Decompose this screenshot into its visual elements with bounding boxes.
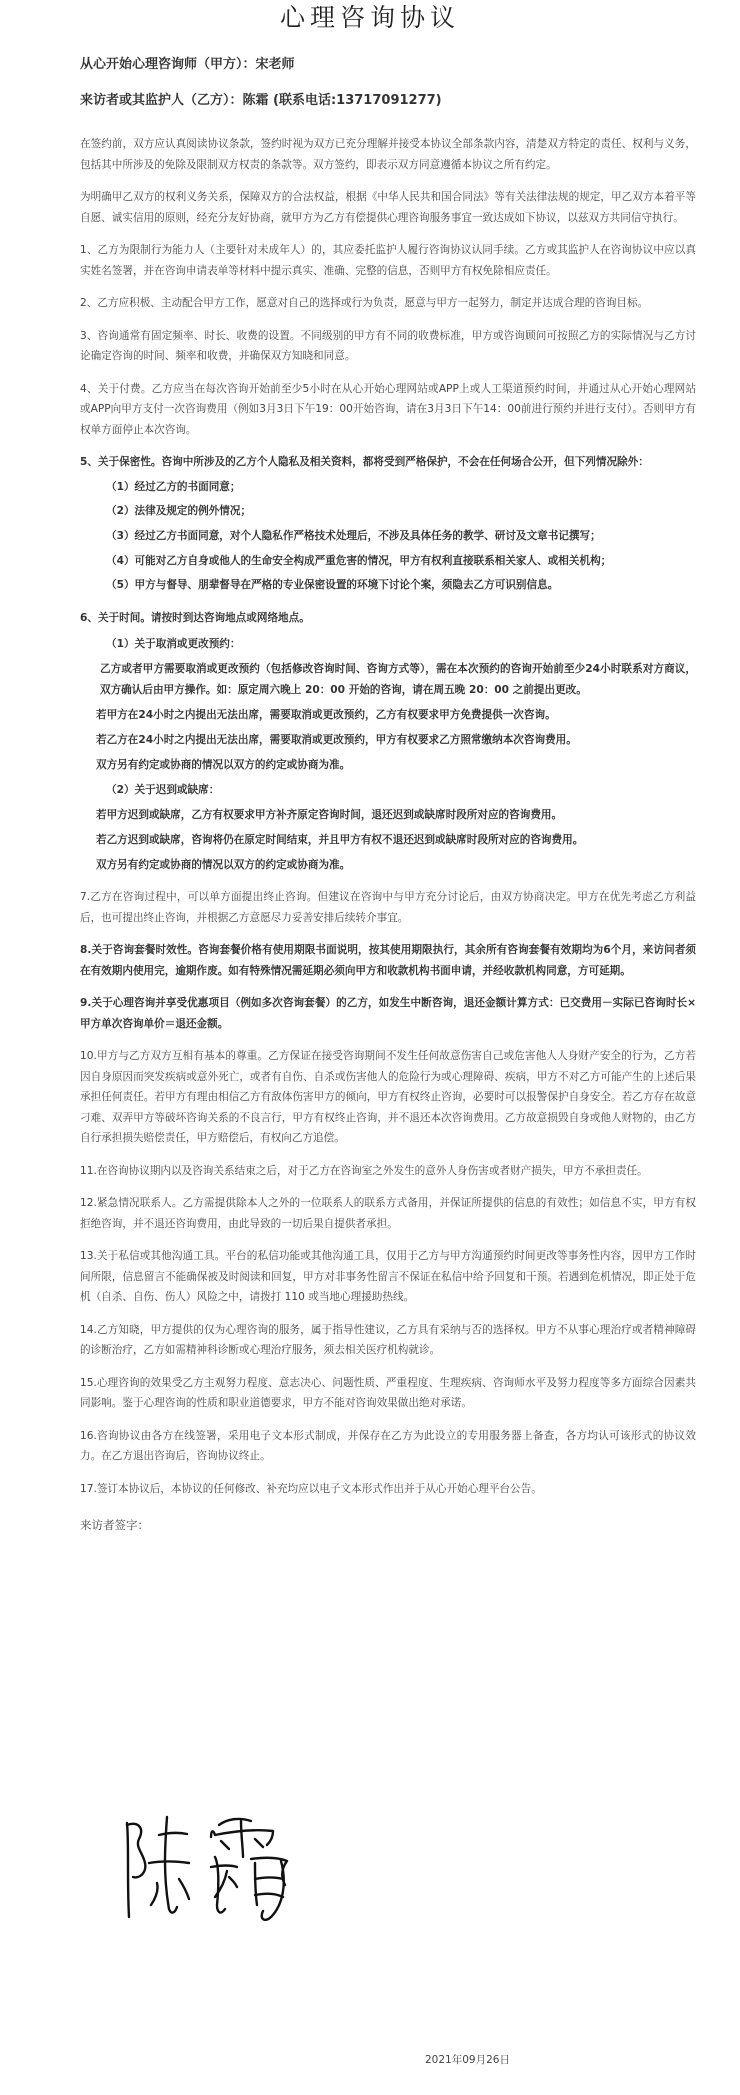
clause-14: 14.乙方知晓，甲方提供的仅为心理咨询的服务，属于指导性建议，乙方具有采纳与否的选择权。甲方不从事心理治疗或者精神障碍的诊断治疗，乙方如需精神科诊断或心理治疗服务，须去相关医疗机构就诊。	[80, 1323, 696, 1357]
list-item: （5）甲方与督导、朋辈督导在严格的专业保密设置的环境下讨论个案，须隐去乙方可识别信息。	[106, 579, 559, 592]
clause-13: 13.关于私信或其他沟通工具。平台的私信功能或其他沟通工具，仅用于乙方与甲方沟通预约时间更改等事务性内容，因甲方工作时间所限，信息留言不能确保被及时阅读和回复，甲方对非事务性留言不保证在私信中给予回复和干预。若遇到危机情况，即正处于危机（自杀、自伤、伤人）风险之中，请拨打 110 或当地心理援助热线。	[80, 1250, 696, 1304]
clause-4: 4、关于付费。乙方应当在每次咨询开始前至少5小时在从心开始心理网站或APP上或人工渠道预约时间，并通过从心开始心理网站或APP向甲方支付一次咨询费用（例如3月3日下午19：00开始咨询，请在3月3日下午14：00前进行预约并进行支付）。否则甲方有权单方面停止本次咨询。	[80, 382, 696, 436]
clause-5	[80, 452, 696, 596]
clause-3: 3、咨询通常有固定频率、时长、收费的设置。不同级别的甲方有不同的收费标准，甲方或咨询顾问可按照乙方的实际情况与乙方讨论确定咨询的时间、频率和收费，并确保双方知晓和同意。	[80, 329, 696, 362]
clause-5-head: 5、关于保密性。咨询中所涉及的乙方个人隐私及相关资料，都将受到严格保护，不会在任何场合公开，但下列情况除外：	[80, 456, 649, 468]
clause-6-line: 双方另有约定或协商的情况以双方的约定或协商为准。	[96, 858, 351, 871]
list-item: （2）法律及规定的例外情况；	[106, 505, 252, 518]
clause-6-line: 双方另有约定或协商的情况以双方的约定或协商为准。	[96, 758, 351, 771]
clause-17: 17.签订本协议后，本协议的任何修改、补充均应以电子文本形式作出并于从心开始心理平台公告。	[80, 1482, 542, 1495]
clause-16: 16.咨询协议由各方在线签署，采用电子文本形式制成，并保存在乙方为此设立的专用服务器上备查，各方均认可该形式的协议效力。在乙方退出咨询后，咨询协议终止。	[80, 1429, 696, 1463]
clause-12: 12.紧急情况联系人。乙方需提供除本人之外的一位联系人的联系方式备用，并保证所提供的信息的有效性；如信息不实，甲方有权拒绝咨询，并不退还咨询费用，由此导致的一切后果自提供者承担。	[80, 1197, 696, 1230]
clause-5-list	[80, 477, 696, 596]
intro-paragraph: 为明确甲乙双方的权利义务关系，保障双方的合法权益，根据《中华人民共和国合同法》等有关法律法规的规定，甲乙双方本着平等自愿、诚实信用的原则，经充分友好协商，就甲方为乙方有偿提供心理咨询服务事宜一致达成如下协议，以兹双方共同信守执行。	[80, 191, 696, 224]
handwritten-signature	[115, 1805, 355, 1925]
clause-6-line: 若甲方在24小时之内提出无法出席，需要取消或更改预约，乙方有权要求甲方免费提供一次咨询。	[96, 708, 556, 721]
clause-9: 9.关于心理咨询并享受优惠项目（例如多次咨询套餐）的乙方，如发生中断咨询，退还金额计算方式：已交费用－实际已咨询时长×甲方单次咨询单价＝退还金额。	[80, 997, 696, 1030]
agreement-body	[80, 134, 696, 1499]
list-item: （4）可能对乙方自身或他人的生命安全构成严重危害的情况，甲方有权利直接联系相关家人、或相关机构；	[106, 554, 612, 567]
list-item: （3）经过乙方书面同意，对个人隐私作严格技术处理后，不涉及具体任务的教学、研讨及文章书记撰写；	[106, 529, 601, 542]
clause-10: 10.甲方与乙方双方互相有基本的尊重。乙方保证在接受咨询期间不发生任何故意伤害自己或危害他人人身财产安全的行为，乙方若因自身原因而突发疾病或意外死亡，或者有自伤、自杀或伤害他人的危险行为或心理障碍、疾病，甲方不对乙方可能产生的上述后果承担任何责任。若甲方有理由相信乙方有敌体伤害甲方的倾向，甲方有权终止咨询，必要时可以报警保护自身安全。若乙方存在故意刁难、双弄甲方等破坏咨询关系的不良言行，甲方有权终止咨询，并不退还本次咨询费用。乙方故意损毁自身或他人财物的，由乙方自行承担损失赔偿责任，甲方赔偿后，有权向乙方追偿。	[80, 1050, 696, 1145]
party-a: 从心开始心理咨询师（甲方）：宋老师	[80, 57, 295, 72]
clause-7: 7.乙方在咨询过程中，可以单方面提出终止咨询。但建议在咨询中与甲方充分讨论后，由双方协商决定。甲方在优先考虑乙方利益后，也可提出终止咨询，并根据乙方意愿尽力妥善安排后续转介事宜。	[80, 891, 696, 924]
list-item: （1）经过乙方的书面同意；	[106, 480, 241, 493]
party-b: 来访者或其监护人（乙方）：陈霜 (联系电话:13717091277)	[80, 93, 442, 108]
clause-6	[80, 608, 696, 876]
page-title: 心理咨询协议	[279, 3, 460, 32]
clause-11: 11.在咨询协议期内以及咨询关系结束之后，对于乙方在咨询室之外发生的意外人身伤害或者财产损失，甲方不承担责任。	[80, 1164, 648, 1177]
clause-6-line: 若甲方迟到或缺席，乙方有权要求甲方补齐原定咨询时间，退还迟到或缺席时段所对应的咨询费用。	[96, 808, 563, 821]
clause-8: 8.关于咨询套餐时效性。咨询套餐价格有使用期限书面说明，按其使用期限执行，其余所有咨询套餐有效期均为6个月，来访问者须在有效期内使用完，逾期作废。如有特殊情况需延期必须向甲方和收款机构书面申请，并经收款机构同意，方可延期。	[80, 944, 696, 977]
clause-6-line: 若乙方迟到或缺席，咨询将仍在原定时间结束，并且甲方有权不退还迟到或缺席时段所对应的咨询费用。	[96, 833, 584, 846]
intro-paragraph: 在签约前，双方应认真阅读协议条款，签约时视为双方已充分理解并接受本协议全部条款内容，清楚双方特定的责任、权利与义务，包括其中所涉及的免除及限制双方权责的条款等。双方签约，即表示双方同意遵循本协议之所有约定。	[80, 138, 696, 171]
clause-6-head: 6、关于时间。请按时到达咨询地点或网络地点。	[80, 611, 310, 624]
clause-15: 15.心理咨询的效果受乙方主观努力程度、意志决心、问题性质、严重程度、生理疾病、咨询师水平及努力程度等多方面综合因素共同影响。鉴于心理咨询的性质和职业道德要求，甲方不能对咨询效果做出绝对承诺。	[80, 1376, 696, 1410]
signing-date: 2021年09月26日	[425, 2054, 510, 2066]
clause-6-sub1-title: （1）关于取消或更改预约：	[106, 638, 241, 651]
clause-6-line: 乙方或者甲方需要取消或更改预约（包括修改咨询时间、咨询方式等），需在本次预约的咨询开始前至少24小时联系对方商议，双方确认后由甲方操作。如：原定周六晚上 20：00 开始的咨询，请在周五晚 20：00 之前提出更改。	[100, 663, 696, 696]
clause-6-line: 若乙方在24小时之内提出无法出席，需要取消或更改预约，甲方有权要求乙方照常缴纳本次咨询费用。	[96, 733, 577, 746]
signature-label: 来访者签字：	[80, 1518, 149, 1533]
clause-1: 1、乙方为限制行为能力人（主要针对未成年人）的，其应委托监护人履行咨询协议认同手续。乙方或其监护人在咨询协议中应以真实姓名签署，并在咨询申请表单等材料中提示真实、准确、完整的信息，否则甲方有权免除相应责任。	[80, 244, 696, 277]
clause-6-sub2-title: （2）关于迟到或缺席：	[106, 783, 220, 796]
clause-2: 2、乙方应积极、主动配合甲方工作，愿意对自己的选择或行为负责，愿意与甲方一起努力，制定并达成合理的咨询目标。	[80, 297, 649, 309]
